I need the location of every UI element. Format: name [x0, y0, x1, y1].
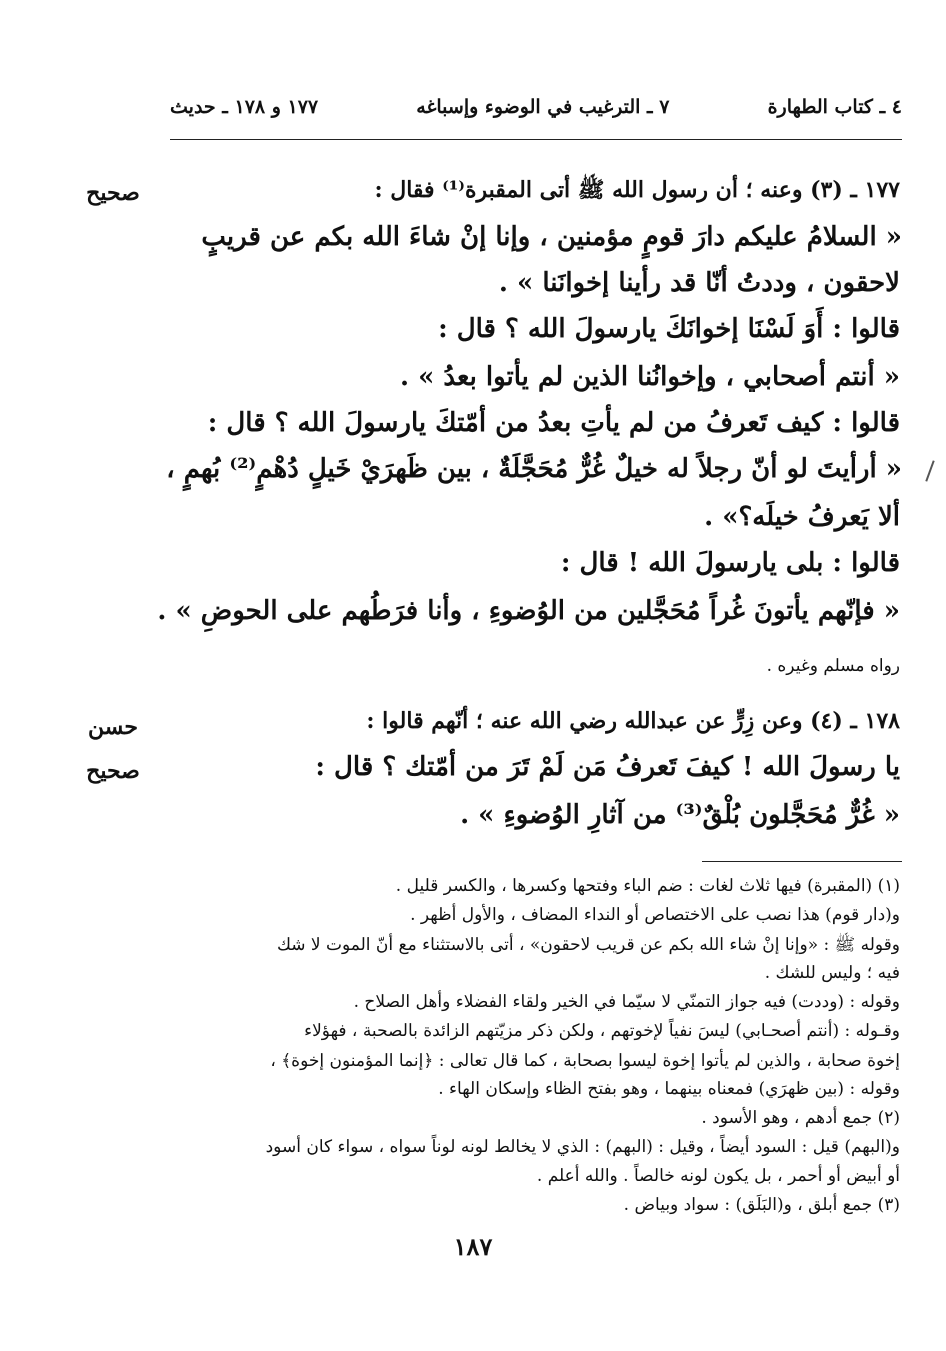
footnote-line: فيه ؛ وليس للشك .	[764, 963, 900, 983]
scan-mark	[925, 460, 934, 481]
hadith-177-source: رواه مسلم وغيره .	[766, 656, 900, 676]
header-chapter: ٤ ـ كتاب الطهارة	[767, 96, 902, 118]
hadith-178-line: « غُرٌّ مُحَجَّلون بُلْقٌ⁽³⁾ من آثارِ الوُضوءِ » .	[460, 800, 900, 830]
hadith-177-line: لاحقون ، وددتُ أنّا قد رأينا إخوانَنا » .	[498, 268, 900, 298]
grade-hadith-178-line2: صحيح	[86, 758, 140, 784]
footnote-line: وقوله ﷺ : «وإنا إنْ شاء الله بكم عن قريب لاحقون» ، أتى بالاستثناء مع أنّ الموت لا شك	[276, 935, 900, 955]
footnote-divider	[702, 861, 902, 862]
header-section: ٧ ـ الترغيب في الوضوء وإسباغه	[416, 96, 670, 118]
hadith-177-line: ألا يَعرفُ خيلَه؟» .	[704, 502, 900, 532]
footnote-line: (٢) جمع أدهم ، وهو الأسود .	[701, 1108, 900, 1128]
footnote-line: (٣) جمع أبلق ، و(البَلَق) : سواد وبياض .	[623, 1195, 900, 1215]
hadith-177-line: « أنتم أصحابي ، وإخوانُنا الذين لم يأتوا بعدُ » .	[399, 362, 900, 392]
hadith-177-line: « أرأيتَ لو أنّ رجلاً له خيلٌ غُرٌّ مُحَجَّلَةٌ ، بين ظَهرَيْ خَيلٍ دُهْمٍ⁽²⁾ بُهمٍ ،	[166, 454, 902, 484]
hadith-177-line: « السلامُ عليكم دارَ قومٍ مؤمنين ، وإنا إنْ شاءَ الله بكم عن قريبٍ	[201, 222, 902, 252]
footnote-line: إخوة صحابة ، والذين لم يأتوا إخوة ليسوا بصحابة ، كما قال تعالى : ﴿إنما المؤمنون إخوة﴾ ،	[270, 1051, 900, 1071]
hadith-177-line: قالوا : أَوَ لَسْنَا إخوانَكَ يارسولَ الله ؟ قال :	[438, 314, 900, 344]
footnote-line: وقـوله : (أنتم أصحـابي) ليسَ نفياً لإخوتهم ، ولكن ذكر مزيّتهم الزائدة بالصحبة ، فهؤلاء	[304, 1021, 900, 1041]
footnote-line: (١) (المقبرة) فيها ثلاث لغات : ضم الباء وفتحها وكسرها ، والكسر قليل .	[395, 876, 900, 896]
footnote-line: وقوله : (وددت) فيه جواز التمنّي لا سيّما في الخير ولقاء الفضلاء وأهل الصلاح .	[353, 992, 900, 1012]
page-number: ١٨٧	[453, 1232, 493, 1261]
running-header	[170, 92, 902, 122]
grade-hadith-177: صحيح	[86, 180, 140, 206]
footnote-line: أو أبيض أو أحمر ، بل يكون لونه خالصاً . والله أعلم .	[536, 1166, 900, 1186]
hadith-177-line: قالوا : بلى يارسولَ الله ! قال :	[560, 548, 900, 578]
header-divider	[170, 139, 902, 140]
footnote-line: و(البهم) قيل : السود أيضاً ، وقيل : (البهم) : الذي لا يخالط لونه لوناً سواه ، سواء كان أسود	[265, 1137, 900, 1157]
hadith-177-line: « فإنّهم يأتونَ غُراً مُحَجَّلين من الوُضوءِ ، وأنا فرَطُهم على الحوضِ » .	[157, 596, 900, 626]
header-hadith-range: ١٧٧ و ١٧٨ ـ حديث	[170, 96, 319, 118]
hadith-177-line: ١٧٧ ـ (٣) وعنه ؛ أن رسول الله ﷺ أتى المقبرة⁽¹⁾ فقال :	[374, 177, 900, 203]
grade-hadith-178-line1: حسن	[88, 714, 138, 740]
hadith-178-line: يا رسولَ الله ! كيفَ تَعرفُ مَن لَمْ تَرَ من أمّتك ؟ قال :	[315, 752, 900, 782]
footnote-line: و(دار قوم) هذا نصب على الاختصاص أو النداء المضاف ، والأول أظهر .	[410, 905, 900, 925]
hadith-177-line: قالوا : كيف تَعرفُ من لم يأتِ بعدُ من أمّتكَ يارسولَ الله ؟ قال :	[207, 408, 900, 438]
hadith-178-line: ١٧٨ ـ (٤) وعن زِرٍّ عن عبدالله رضي الله عنه ؛ أنّهم قالوا :	[366, 708, 900, 734]
footnote-line: وقوله : (بين ظهرَي) فمعناه بينهما ، وهو بفتح الظاء وإسكان الهاء .	[438, 1079, 900, 1099]
